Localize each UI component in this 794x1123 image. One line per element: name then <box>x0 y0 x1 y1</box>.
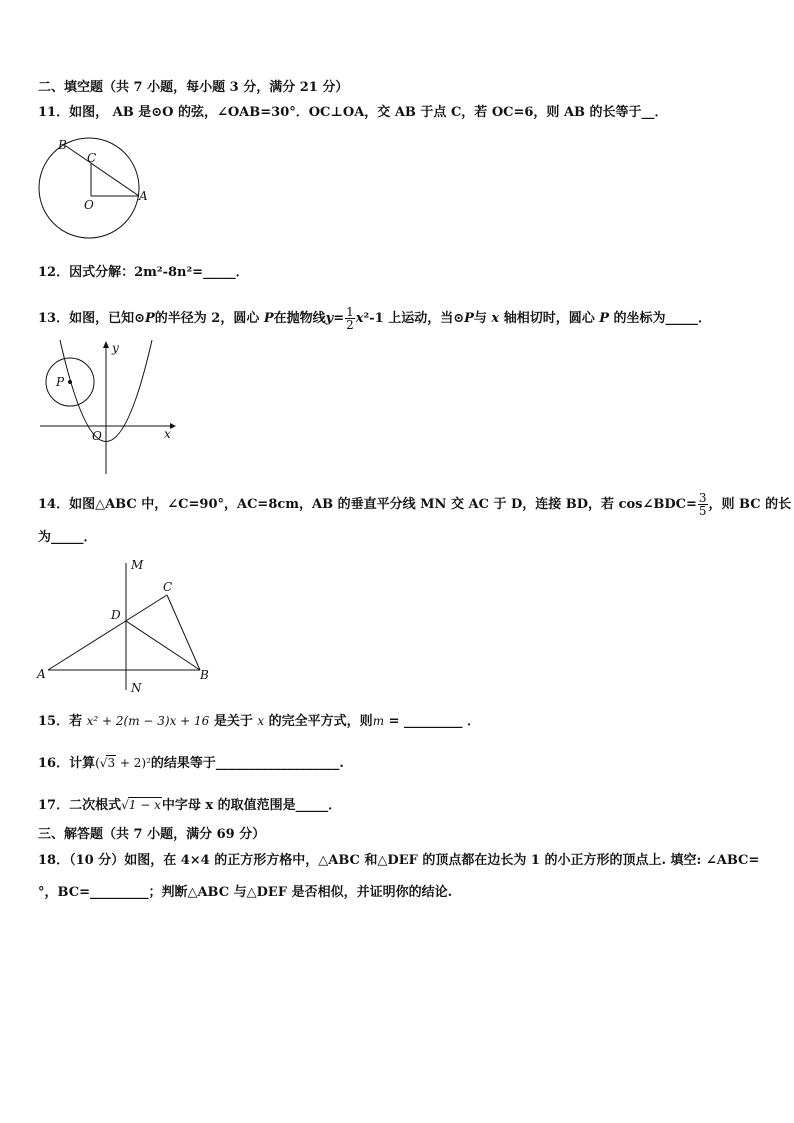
q13-label-x: x <box>164 427 171 441</box>
q13-y-axis-arrow <box>103 341 109 348</box>
question-13-text: 13．如图，已知⊙P的半径为 2，圆心 P在抛物线y= $\frac{1}{2}$ x²-1 上运动，当⊙P与 x 轴相切时，圆心 P 的坐标为_____． <box>38 305 712 332</box>
section-3-heading: 三、解答题（共 7 小题，满分 69 分） <box>38 827 266 842</box>
q14-label-M: M <box>131 558 144 572</box>
question-18-text-line1: 18．（10 分）如图，在 4×4 的正方形方格中，△ABC 和△DEF 的顶点都在边长为 1 的小正方形的顶点上. 填空: ∠ABC= <box>38 853 760 868</box>
q14-label-N: N <box>131 681 142 695</box>
section-2-heading: 二、填空题（共 7 小题，每小题 3 分，满分 21 分） <box>38 80 349 95</box>
q13-parabola-figure <box>38 338 178 478</box>
q13-fraction: $\frac{1}{2}$ <box>346 305 354 332</box>
q14-label-B: B <box>200 668 209 682</box>
question-16-text: 16．计算(√3 + 2)²的结果等于___________________. <box>38 756 344 771</box>
q11-label-C: C <box>87 151 97 165</box>
q13-label-y: y <box>112 341 119 355</box>
question-11-text: 11．如图， AB 是⊙O 的弦，∠OAB=30°．OC⊥OA，交 AB 于点 C，若 OC=6，则 AB 的长等于__． <box>38 105 668 120</box>
question-18-text-line2: °，BC=_________；判断△ABC 与△DEF 是否相似，并证明你的结论. <box>38 885 453 900</box>
question-14-text: 14．如图△ABC 中，∠C=90°，AC=8cm，AB 的垂直平分线 MN 交 AC 于 D，连接 BD，若 cos∠BDC= $\frac{3}{5}$ ，则 BC 的长 <box>38 491 792 518</box>
q11-chord-AB <box>66 146 139 196</box>
q11-label-O: O <box>84 198 94 212</box>
q11-circle-figure <box>36 134 154 246</box>
q11-label-A: A <box>139 189 148 203</box>
q11-label-B: B <box>58 138 67 152</box>
q14-side-AC <box>48 595 167 670</box>
q14-label-C: C <box>163 580 173 594</box>
q13-label-O: O <box>92 429 102 443</box>
q13-label-P: P <box>56 375 65 389</box>
q14-triangle-figure <box>34 555 212 695</box>
q14-label-A: A <box>37 667 46 681</box>
q14-label-D: D <box>111 608 121 622</box>
question-12-text: 12．因式分解：2m²-8n²=_____． <box>38 265 249 280</box>
question-14-text-line2: 为_____． <box>38 530 97 545</box>
question-17-text: 17．二次根式√1 − x中字母 x 的取值范围是_____． <box>38 798 342 813</box>
q14-fraction: $\frac{3}{5}$ <box>698 491 707 518</box>
q13-x-axis-arrow <box>170 423 176 429</box>
question-15-text: 15．若 x² + 2(m − 3)x + 16 是关于 x 的完全平方式，则m = _________ ． <box>38 714 481 729</box>
q13-point-P <box>68 380 72 384</box>
